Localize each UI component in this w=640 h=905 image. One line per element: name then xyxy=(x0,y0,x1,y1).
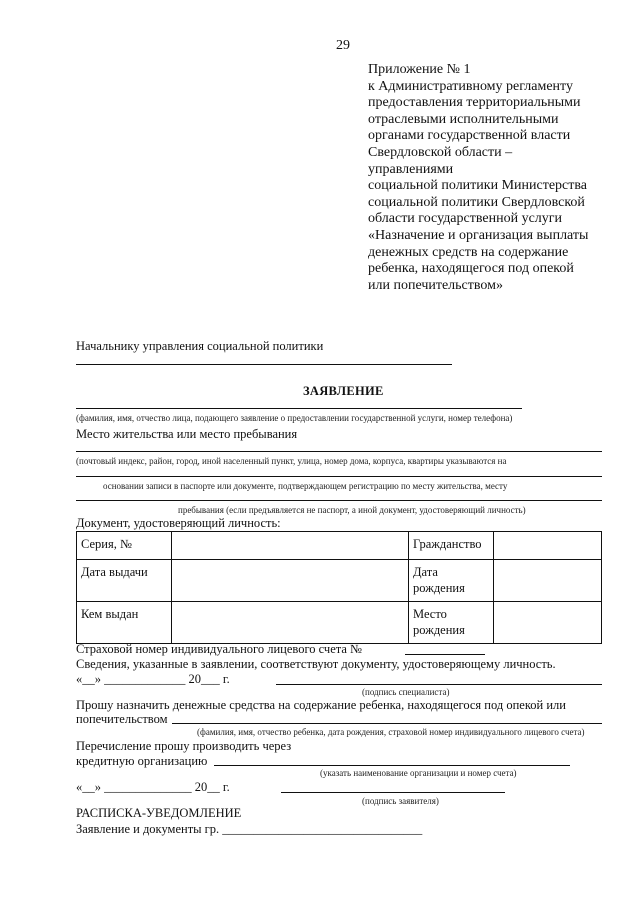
receipt-title: РАСПИСКА-УВЕДОМЛЕНИЕ xyxy=(76,806,242,820)
residence-hint-2: основании записи в паспорте или документе, подтверждающем регистрацию по месту жительства, месту xyxy=(103,481,508,491)
annex-line: органами государственной власти xyxy=(368,128,571,144)
birth-date-label: Дата рождения xyxy=(409,560,494,602)
annex-line: отраслевыми исполнительными xyxy=(368,111,559,127)
bank-hint: (указать наименование организации и номер счета) xyxy=(320,768,517,778)
annex-line: управлениями xyxy=(368,161,454,177)
match-statement: Сведения, указанные в заявлении, соответствуют документу, удостоверяющему личность. xyxy=(76,657,556,671)
annex-line: предоставления территориальными xyxy=(368,95,581,111)
applicant-signature-field[interactable] xyxy=(281,792,505,793)
residence-field-2[interactable] xyxy=(76,476,602,477)
snils-label: Страховой номер индивидуального лицевого счета № xyxy=(76,642,362,656)
annex-line: области государственной услуги xyxy=(368,211,563,227)
annex-line: или попечительством» xyxy=(368,277,503,293)
series-label: Серия, № xyxy=(77,532,172,560)
annex-line: к Административному регламенту xyxy=(368,78,573,94)
citizenship-value-cell[interactable] xyxy=(494,532,602,560)
citizenship-label: Гражданство xyxy=(409,532,494,560)
form-title: ЗАЯВЛЕНИЕ xyxy=(303,384,384,398)
child-info-field[interactable] xyxy=(172,723,602,724)
date-line-specialist: «__» _____________ 20___ г. xyxy=(76,672,230,686)
transfer-line-1: Перечисление прошу производить через xyxy=(76,739,292,753)
page-number: 29 xyxy=(336,38,350,53)
annex-line: «Назначение и организация выплаты xyxy=(368,227,589,243)
annex-line: денежных средств на содержание xyxy=(368,244,569,260)
receipt-line: Заявление и документы гр. ________________________________ xyxy=(76,822,423,836)
residence-field-1[interactable] xyxy=(76,451,602,452)
transfer-line-2: кредитную организацию xyxy=(76,754,208,768)
residence-field-3[interactable] xyxy=(76,500,602,501)
annex-header xyxy=(368,62,630,294)
issued-by-value-cell[interactable] xyxy=(172,602,409,644)
annex-line: Свердловской области – xyxy=(368,144,513,160)
birth-place-label: Место рождения xyxy=(409,602,494,644)
id-document-label: Документ, удостоверяющий личность: xyxy=(76,516,281,530)
birth-place-value-cell[interactable] xyxy=(494,602,602,644)
bank-field[interactable] xyxy=(214,765,570,766)
annex-line: социальной политики Свердловской xyxy=(368,194,585,210)
series-value-cell[interactable] xyxy=(172,532,409,560)
date-line-applicant: «__» ______________ 20__ г. xyxy=(76,780,230,794)
issue-date-label: Дата выдачи xyxy=(77,560,172,602)
child-info-hint: (фамилия, имя, отчество ребенка, дата рождения, страховой номер индивидуального лицевого счета) xyxy=(197,727,585,737)
issued-by-label: Кем выдан xyxy=(77,602,172,644)
residence-hint-1: (почтовый индекс, район, город, иной населенный пункт, улица, номер дома, корпуса, квартиры указываются на xyxy=(76,456,507,466)
snils-field[interactable] xyxy=(405,654,485,655)
annex-line: Приложение № 1 xyxy=(368,62,471,77)
id-document-table xyxy=(76,531,602,644)
birth-date-value-cell[interactable] xyxy=(494,560,602,602)
addressee-field[interactable] xyxy=(76,364,452,365)
issue-date-value-cell[interactable] xyxy=(172,560,409,602)
annex-line: ребенка, находящегося под опекой xyxy=(368,261,574,277)
residence-label: Место жительства или место пребывания xyxy=(76,427,298,441)
residence-hint-3: пребывания (если предъявляется не паспорт, а иной документ, удостоверяющий личность) xyxy=(178,505,526,515)
applicant-field[interactable] xyxy=(76,408,522,409)
specialist-signature-hint: (подпись специалиста) xyxy=(362,687,450,697)
applicant-hint: (фамилия, имя, отчество лица, подающего заявление о предоставлении государственной услуги, номер телефона) xyxy=(76,413,513,423)
request-line-2: попечительством xyxy=(76,712,168,726)
specialist-signature-field[interactable] xyxy=(276,684,602,685)
addressee-label: Начальнику управления социальной политики xyxy=(76,339,324,353)
applicant-signature-hint: (подпись заявителя) xyxy=(362,796,439,806)
request-line-1: Прошу назначить денежные средства на содержание ребенка, находящегося под опекой или xyxy=(76,698,566,712)
annex-line: социальной политики Министерства xyxy=(368,178,588,194)
